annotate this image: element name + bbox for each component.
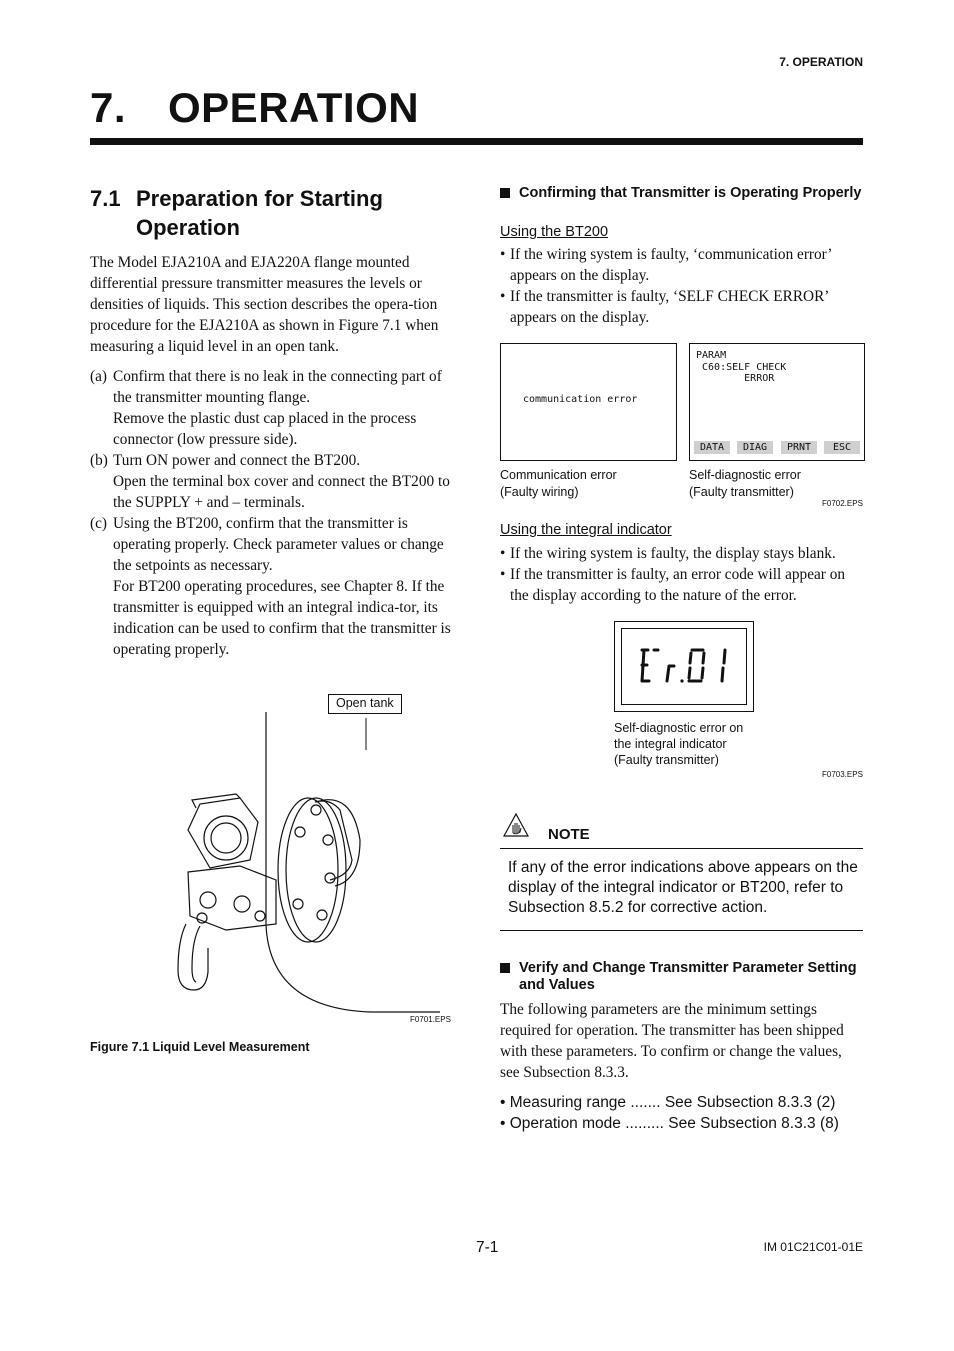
fkey-diag: DIAG [737,441,773,454]
note-body: If any of the error indications above appears on the display of the integral indicator or BT200, refer to Subsection 8.5.2 for corrective action. [508,859,858,916]
list-item: • If the transmitter is faulty, ‘SELF CHECK ERROR’ appears on the display. [500,288,829,326]
step-a [90,366,452,450]
transmitter-illustration [90,690,460,1030]
step-line: Remove the plastic dust cap placed in the process connector (low pressure side). [113,410,417,448]
step-list [90,366,452,660]
figure-code: F0701.EPS [410,1015,451,1024]
lcd-message: PARAM C60:SELF CHECK ERROR [696,350,787,384]
square-bullet-icon [500,963,510,973]
confirm-heading [500,185,863,202]
indicator-heading: Using the integral indicator [500,522,672,538]
running-header: 7. OPERATION [779,55,863,69]
chapter-title-text: OPERATION [168,84,420,131]
bt200-bullets [500,244,863,328]
step-text [113,366,452,450]
open-tank-callout: Open tank [328,694,402,714]
title-rule [90,138,863,145]
step-c [90,513,452,660]
verify-paragraph: The following parameters are the minimum settings required for operation. The transmitter has been shipped with these parameters. To confirm or change the values, see Subsection 8.3.3. [500,1001,844,1081]
chapter-title [90,84,419,132]
section-title [90,184,450,242]
fkey-data: DATA [694,441,730,454]
comm-error-caption: Communication error (Faulty wiring) [500,468,617,499]
step-line: Using the BT200, confirm that the transmitter is operating properly. Check parameter values or change the setpoints as necessary. [113,515,444,574]
indicator-bullets [500,543,863,606]
note-rule [500,930,863,931]
step-text [113,513,452,660]
square-bullet-icon [500,188,510,198]
fkey-prnt: PRNT [781,441,817,454]
er01-segment-display [621,628,745,703]
intro-paragraph: The Model EJA210A and EJA220A flange mounted differential pressure transmitter measures the levels or densities of liquids. This section describes the opera-tion procedure for the EJA210A as shown in Figure 7.1 when measuring a liquid level in an open tank. [90,254,439,355]
step-label: (b) [90,452,108,469]
list-item: • If the transmitter is faulty, an error code will appear on the display according to the nature of the error. [500,566,845,604]
section-number: 7.1 [90,186,121,211]
param-item: • Measuring range ....... See Subsection 8.3.3 (2) [500,1094,836,1111]
step-label: (c) [90,515,107,532]
step-line: Confirm that there is no leak in the connecting part of the transmitter mounting flange. [113,368,442,406]
self-error-caption: Self-diagnostic error (Faulty transmitter) [689,468,801,499]
note-label: NOTE [548,826,590,843]
figure-code: F0702.EPS [822,499,863,508]
page-number: 7-1 [476,1239,499,1256]
fkey-esc: ESC [824,441,860,454]
indicator-caption: Self-diagnostic error on the integral indicator (Faulty transmitter) [614,721,744,767]
list-item: • If the wiring system is faulty, the display stays blank. [500,545,836,562]
confirm-heading-text: Confirming that Transmitter is Operating Properly [519,185,862,201]
step-b [90,450,452,513]
step-label: (a) [90,368,107,385]
list-item: • If the wiring system is faulty, ‘communication error’ appears on the display. [500,246,832,284]
step-line: Open the terminal box cover and connect the BT200 to the SUPPLY + and – terminals. [113,473,450,511]
bt200-heading: Using the BT200 [500,224,609,240]
step-line: For BT200 operating procedures, see Chapter 8. If the transmitter is equipped with an integral indica-tor, its indication can be used to confirm that the transmitter is operating properly. [113,578,451,658]
section-title-line1: Preparation for Starting [136,186,383,211]
param-item: • Operation mode ......... See Subsection 8.3.3 (8) [500,1115,839,1132]
caution-hand-icon [503,813,529,837]
figure-code: F0703.EPS [822,770,863,779]
chapter-number: 7. [90,84,127,131]
document-code: IM 01C21C01-01E [763,1240,863,1254]
figure-caption: Figure 7.1 Liquid Level Measurement [90,1040,310,1054]
step-text [113,450,452,513]
lcd-message: communication error [523,394,638,405]
verify-heading [500,960,863,994]
section-title-line2: Operation [136,215,240,240]
step-line: Turn ON power and connect the BT200. [113,452,361,469]
verify-heading-text: Verify and Change Transmitter Parameter Setting and Values [519,960,857,993]
param-list [500,1092,863,1134]
